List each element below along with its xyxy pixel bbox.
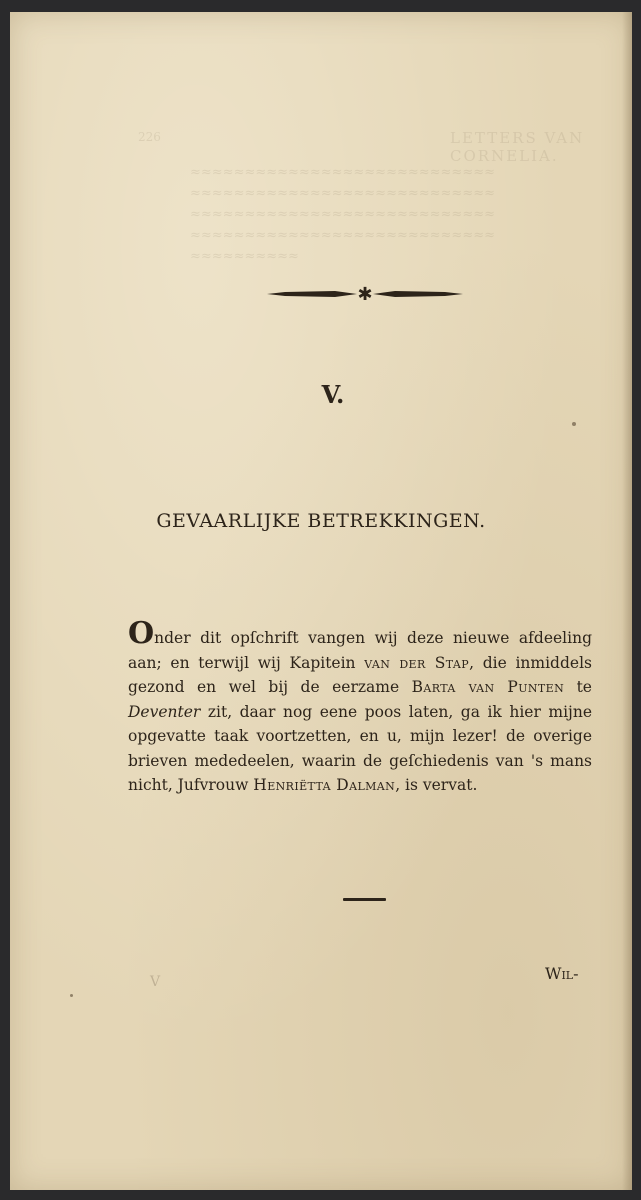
text-run: , is vervat. [395, 776, 478, 794]
show-through-heading: LETTERS VAN CORNELIA. [450, 129, 585, 165]
catchword: Wil- [545, 964, 579, 983]
name-small-caps: Henriëtta Dalman [253, 776, 396, 794]
text-run: nder dit opſchrift vangen wij deze nieuwe afdeeling aan; en terwijl wij Kapitein [128, 629, 592, 672]
show-through-text: ≈≈≈≈≈≈≈≈≈≈≈≈≈≈≈≈≈≈≈≈≈≈≈≈≈≈≈≈ ≈≈≈≈≈≈≈≈≈≈≈≈≈≈≈≈≈≈≈≈≈≈≈≈≈≈≈≈ ≈≈≈≈≈≈≈≈≈≈≈≈≈≈≈≈≈≈≈≈≈≈≈≈≈≈≈≈ ≈≈≈≈≈≈≈≈≈≈≈≈≈≈≈≈≈≈≈≈≈≈≈≈≈≈≈≈ ≈≈≈≈≈≈≈≈≈≈ [190, 165, 495, 264]
signature-mark: V [150, 974, 161, 990]
name-small-caps: van der Stap [364, 653, 470, 672]
text-run: zit, daar nog eene poos laten, ga ik hier mijne opgevatte taak voortzetten, en u, mijn lezer! de overige brieven mededeelen, waarin de geſchiedenis van 's mans nicht, Jufvrouw [128, 702, 592, 794]
decorative-rule-ornament [265, 282, 465, 306]
svg-text:✱: ✱ [357, 284, 373, 305]
drop-cap: O [128, 616, 155, 651]
foxing-spot [572, 422, 576, 426]
book-page [10, 12, 632, 1190]
page-edge-shadow [622, 12, 632, 1190]
section-end-rule [343, 898, 386, 901]
foxing-spot [70, 994, 73, 997]
show-through-page-number: 226 [138, 130, 161, 144]
name-small-caps: Barta van Punten [411, 678, 565, 696]
chapter-title: GEVAARLIJKE BETREKKINGEN. [156, 510, 486, 532]
text-run: , die inmiddels gezond en wel bij de eerzame [128, 653, 592, 696]
text-run: te [564, 678, 592, 696]
body-paragraph [128, 616, 592, 798]
chapter-number: V. [321, 380, 345, 409]
place-italic: Deventer [128, 702, 201, 721]
